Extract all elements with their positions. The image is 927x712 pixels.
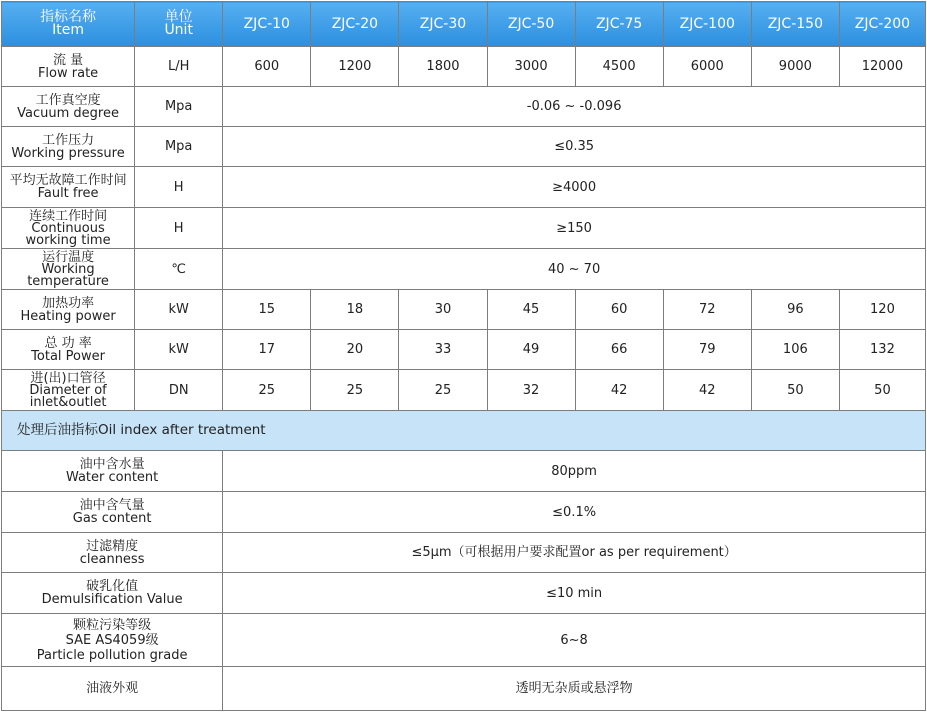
table-cell: 32: [487, 370, 575, 411]
row-label: 平均无故障工作时间 Fault free: [2, 167, 135, 208]
row-label: 过滤精度 cleanness: [2, 533, 223, 573]
header-item: 指标名称 Item: [2, 2, 135, 47]
pressure-row: [2, 127, 926, 167]
row-label: 油中含水量 Water content: [2, 451, 223, 492]
row-label: 油液外观: [2, 667, 223, 711]
table-cell: ≤0.1%: [223, 492, 926, 533]
section-header-row: [2, 411, 926, 451]
section-title: 处理后油指标Oil index after treatment: [2, 411, 926, 451]
table-cell: 17: [223, 330, 311, 370]
cleanness-row: [2, 533, 926, 573]
table-cell: 80ppm: [223, 451, 926, 492]
heating-power-row: [2, 290, 926, 330]
row-label: 运行温度 Working temperature: [2, 249, 135, 290]
table-cell: 106: [751, 330, 839, 370]
diameter-row: [2, 370, 926, 411]
row-unit: kW: [135, 290, 223, 330]
header-model: ZJC-200: [839, 2, 925, 47]
table-cell: 50: [751, 370, 839, 411]
table-cell: 60: [575, 290, 663, 330]
row-unit: Mpa: [135, 87, 223, 127]
continuous-row: [2, 208, 926, 249]
table-cell: 1200: [311, 47, 399, 87]
row-label: 连续工作时间 Continuous working time: [2, 208, 135, 249]
table-cell: 3000: [487, 47, 575, 87]
table-cell: 132: [839, 330, 925, 370]
row-unit: DN: [135, 370, 223, 411]
table-cell: 透明无杂质或悬浮物: [223, 667, 926, 711]
table-cell: 20: [311, 330, 399, 370]
header-row: [2, 2, 926, 47]
table-cell: -0.06 ~ -0.096: [223, 87, 926, 127]
fault-free-row: [2, 167, 926, 208]
table-cell: 42: [663, 370, 751, 411]
header-model: ZJC-100: [663, 2, 751, 47]
temperature-row: [2, 249, 926, 290]
table-cell: 1800: [399, 47, 487, 87]
table-cell: 40 ~ 70: [223, 249, 926, 290]
table-cell: 6~8: [223, 614, 926, 667]
table-cell: 30: [399, 290, 487, 330]
table-cell: 72: [663, 290, 751, 330]
table-cell: 600: [223, 47, 311, 87]
row-label: 颗粒污染等级 SAE AS4059级 Particle pollution grade: [2, 614, 223, 667]
appearance-row: [2, 667, 926, 711]
row-label: 工作压力 Working pressure: [2, 127, 135, 167]
table-cell: ≤10 min: [223, 573, 926, 614]
table-cell: ≤5μm（可根据用户要求配置or as per requirement）: [223, 533, 926, 573]
flow-rate-row: [2, 47, 926, 87]
table-cell: 15: [223, 290, 311, 330]
gas-content-row: [2, 492, 926, 533]
table-cell: ≥4000: [223, 167, 926, 208]
vacuum-row: [2, 87, 926, 127]
table-cell: ≤0.35: [223, 127, 926, 167]
header-model: ZJC-150: [751, 2, 839, 47]
table-cell: 79: [663, 330, 751, 370]
row-label: 总 功 率 Total Power: [2, 330, 135, 370]
table-cell: 25: [399, 370, 487, 411]
spec-table: [1, 1, 926, 711]
row-label: 破乳化值 Demulsification Value: [2, 573, 223, 614]
row-unit: H: [135, 208, 223, 249]
table-cell: 49: [487, 330, 575, 370]
demulsification-row: [2, 573, 926, 614]
table-cell: 42: [575, 370, 663, 411]
header-model: ZJC-50: [487, 2, 575, 47]
table-cell: 66: [575, 330, 663, 370]
row-unit: ℃: [135, 249, 223, 290]
table-cell: ≥150: [223, 208, 926, 249]
row-label: 进(出)口管径 Diameter of inlet&outlet: [2, 370, 135, 411]
table-cell: 9000: [751, 47, 839, 87]
row-label: 油中含气量 Gas content: [2, 492, 223, 533]
particle-pollution-row: [2, 614, 926, 667]
table-cell: 120: [839, 290, 925, 330]
row-label: 流 量 Flow rate: [2, 47, 135, 87]
table-cell: 45: [487, 290, 575, 330]
row-unit: kW: [135, 330, 223, 370]
table-cell: 33: [399, 330, 487, 370]
row-label: 工作真空度 Vacuum degree: [2, 87, 135, 127]
table-cell: 50: [839, 370, 925, 411]
row-unit: L/H: [135, 47, 223, 87]
table-cell: 25: [223, 370, 311, 411]
header-model: ZJC-10: [223, 2, 311, 47]
header-model: ZJC-30: [399, 2, 487, 47]
row-unit: H: [135, 167, 223, 208]
table-cell: 12000: [839, 47, 925, 87]
row-label: 加热功率 Heating power: [2, 290, 135, 330]
header-unit: 单位 Unit: [135, 2, 223, 47]
total-power-row: [2, 330, 926, 370]
table-cell: 18: [311, 290, 399, 330]
header-model: ZJC-75: [575, 2, 663, 47]
row-unit: Mpa: [135, 127, 223, 167]
table-cell: 25: [311, 370, 399, 411]
header-model: ZJC-20: [311, 2, 399, 47]
table-cell: 4500: [575, 47, 663, 87]
table-cell: 96: [751, 290, 839, 330]
table-cell: 6000: [663, 47, 751, 87]
water-content-row: [2, 451, 926, 492]
